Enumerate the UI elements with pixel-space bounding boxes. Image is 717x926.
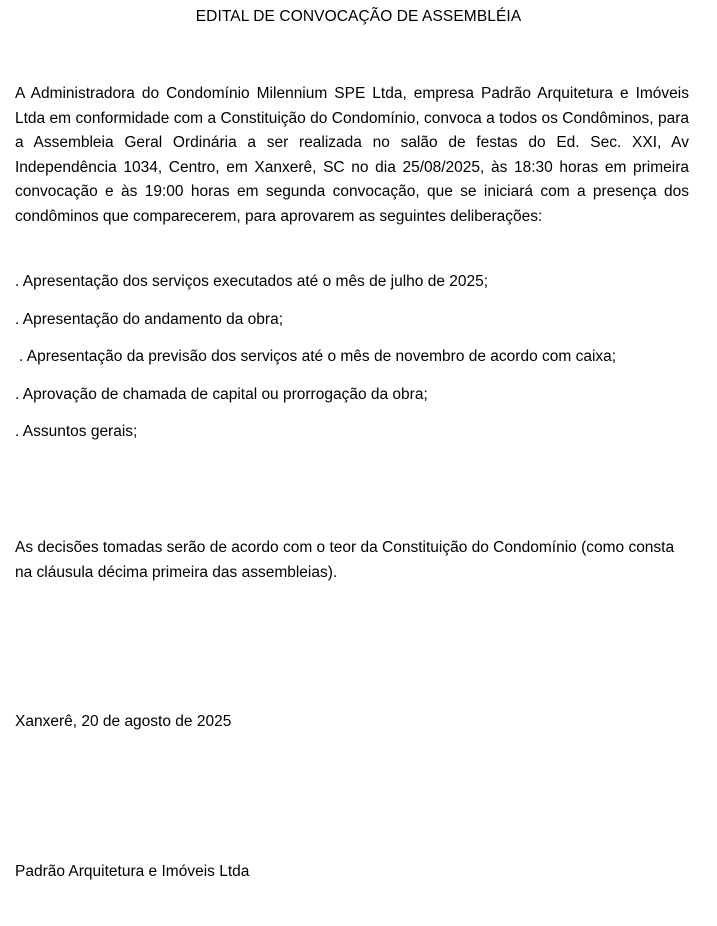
agenda-item: . Apresentação do andamento da obra; xyxy=(15,310,284,328)
agenda-item: . Aprovação de chamada de capital ou prorrogação da obra; xyxy=(15,385,428,403)
date-line: Xanxerê, 20 de agosto de 2025 xyxy=(15,713,232,730)
signature-line: Padrão Arquitetura e Imóveis Ltda xyxy=(15,863,250,880)
decision-paragraph: As decisões tomadas serão de acordo com o teor da Constituição do Condomínio (como consta na cláusula décima primeira das assembleias). xyxy=(15,539,675,581)
agenda-item: . Apresentação da previsão dos serviços até o mês de novembro de acordo com caixa; xyxy=(19,348,617,365)
intro-paragraph: A Administradora do Condomínio Milennium SPE Ltda, empresa Padrão Arquitetura e Imóveis Ltda em conformidade com a Constituição do Condomínio, convoca a todos os Condôminos, para a Assembleia Geral Ordinária a ser realizada no salão de festas do Ed. Sec. XXI, Av Independência 1034, Centro, em Xanxerê, SC no dia 25/08/2025, às 18:30 horas em primeira convocação e às 19:00 horas em segunda convocação, que se iniciará com a presença dos condôminos que comparecerem, para aprovarem as seguintes deliberações: xyxy=(15,85,689,225)
agenda-list xyxy=(15,270,695,458)
agenda-item: . Apresentação dos serviços executados até o mês de julho de 2025; xyxy=(15,273,489,290)
agenda-item: . Assuntos gerais; xyxy=(15,423,138,440)
document-title: EDITAL DE CONVOCAÇÃO DE ASSEMBLÉIA xyxy=(195,8,522,25)
